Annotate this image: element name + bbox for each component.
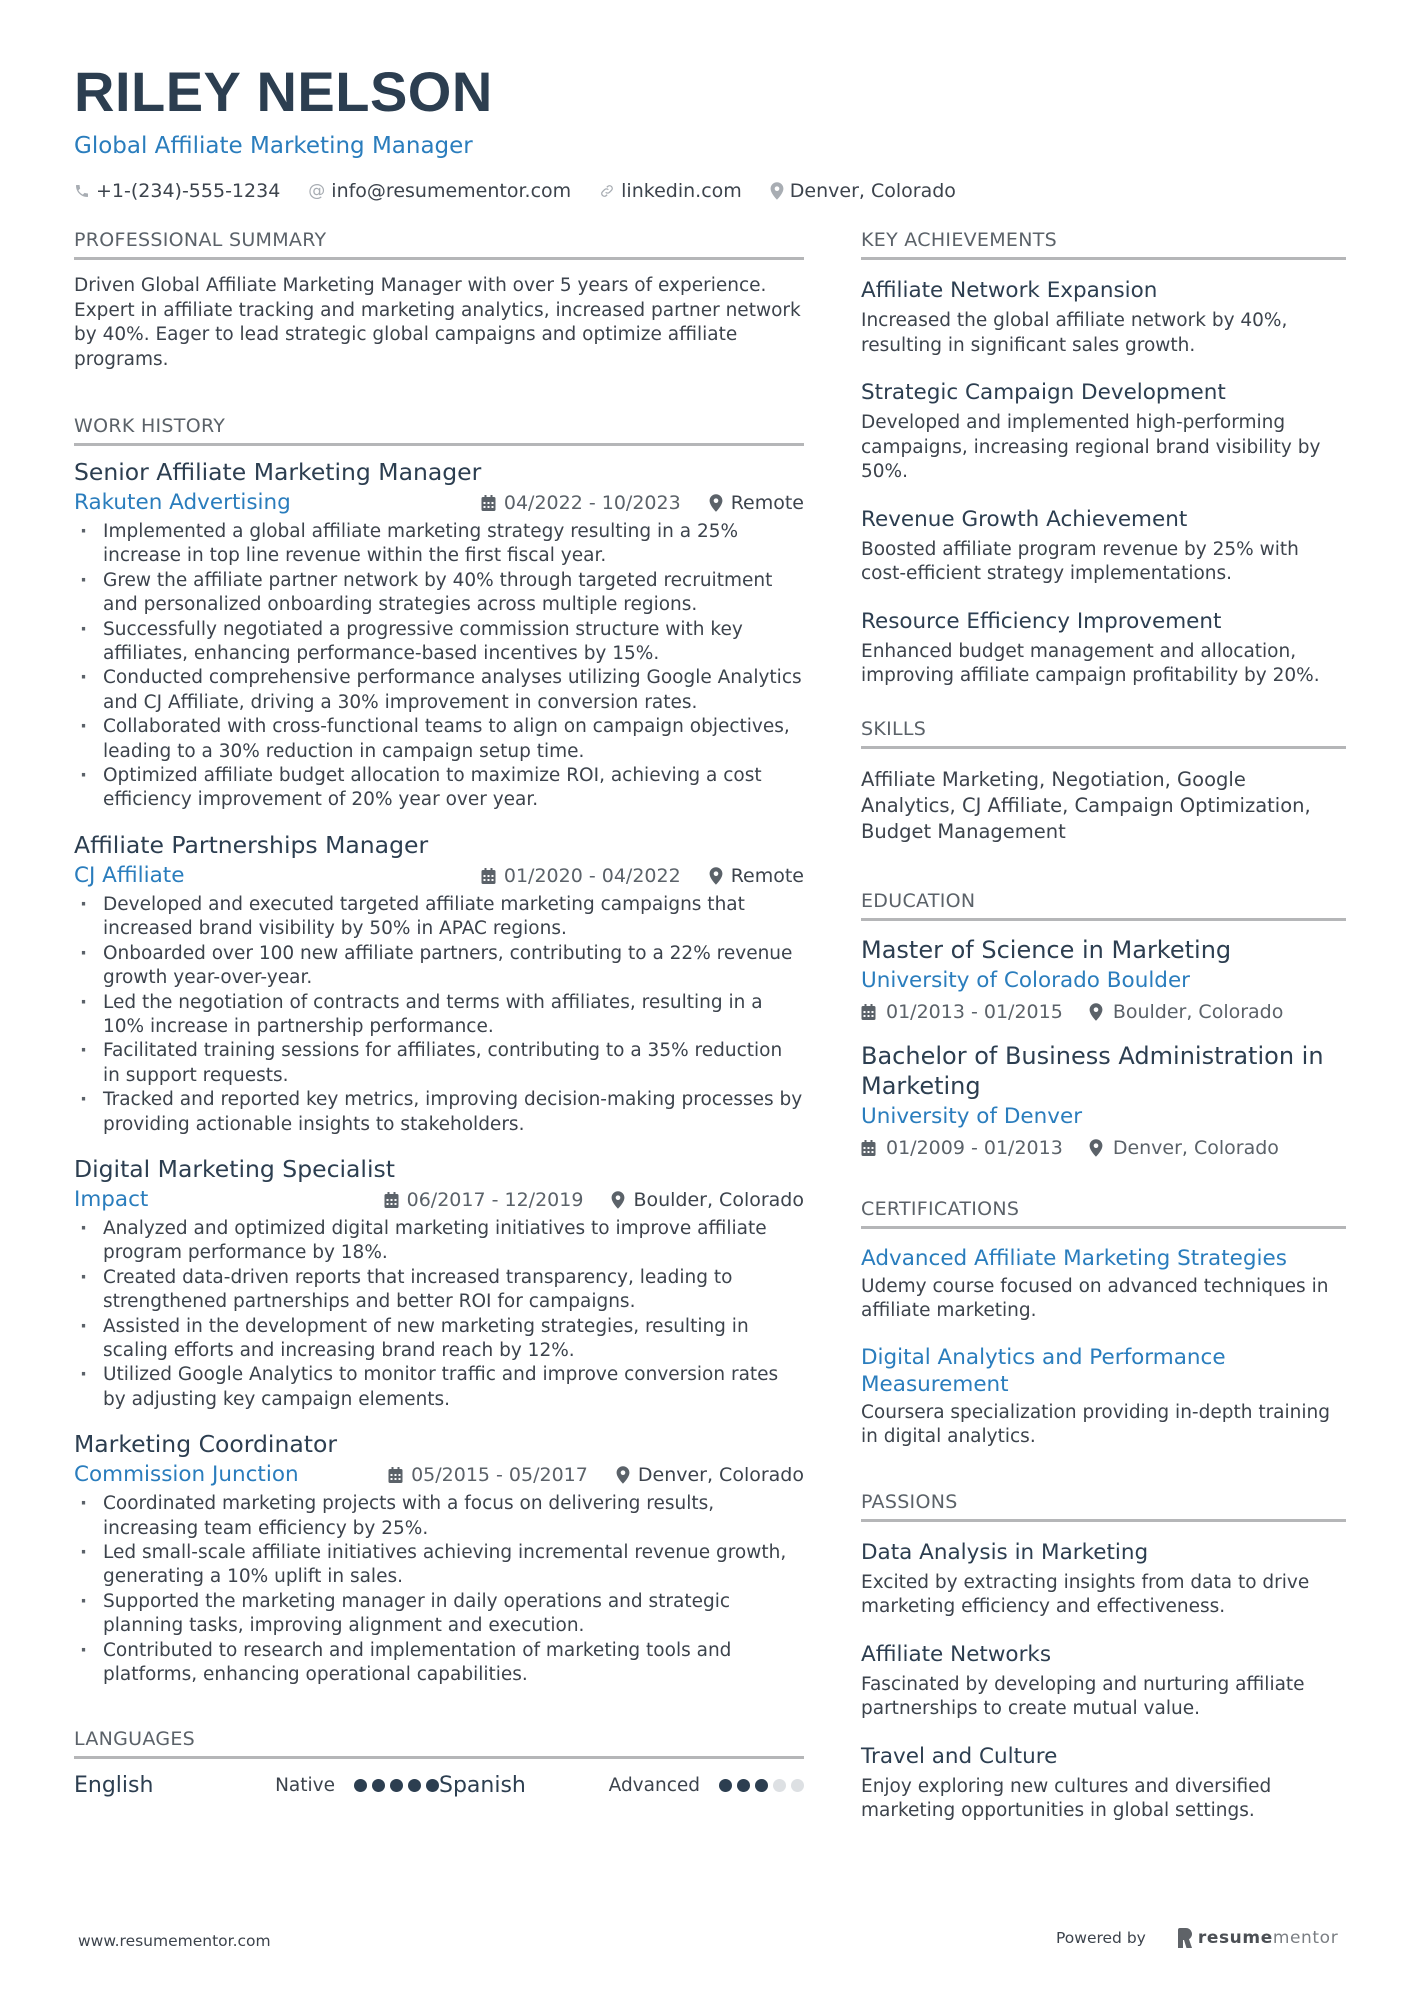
section-heading: LANGUAGES [74,1727,804,1759]
school-name: University of Denver [861,1103,1083,1129]
job-bullets [74,893,804,1137]
education-section [861,889,1346,1163]
location-text: Denver, Colorado [789,180,956,202]
achievement-item-title: Affiliate Network Expansion [861,278,1158,303]
certification-item-description: Udemy course focused on advanced techniques in affiliate marketing. [861,1275,1329,1321]
achievement-item-description: Enhanced budget management and allocation, improving affiliate campaign profitability by 20%. [861,640,1320,686]
language-name: Spanish [439,1773,526,1799]
rating-dot-filled [408,1779,421,1792]
skills-text: Affiliate Marketing, Negotiation, Google Analytics, CJ Affiliate, Campaign Optimization, Budget Management [861,767,1311,843]
summary-text: Driven Global Affiliate Marketing Manager with over 5 years of experience. Expert in affiliate tracking and marketing analytics, increased partner network by 40%. Eager to lead strategic global campaigns and optimize affiliate programs. [74,275,801,370]
location-pin-icon [709,494,723,512]
job-entry [74,1153,804,1412]
job-bullet: · Utilized Google Analytics to monitor traffic and improve conversion rates by adjusting key campaign elements. [74,1363,804,1412]
education-location [1089,1133,1279,1163]
certification-item [861,1245,1346,1324]
certification-item [861,1344,1346,1450]
rating-dot-filled [755,1779,768,1792]
date-range: 01/2013 - 01/2015 [886,1000,1063,1023]
passion-item-description: Fascinated by developing and nurturing affiliate partnerships to create mutual value. [861,1673,1305,1719]
contact-location [770,180,956,202]
achievement-item-description: Increased the global affiliate network by 40%, resulting in significant sales growth. [861,310,1288,356]
candidate-title: Global Affiliate Marketing Manager [74,133,473,159]
resumementor-logo[interactable] [1178,1928,1338,1948]
education-meta [861,1133,1346,1163]
date-range: 01/2020 - 04/2022 [503,864,681,887]
rating-dot-empty [773,1779,786,1792]
location-text: Remote [730,864,804,887]
job-bullet: · Successfully negotiated a progressive commission structure with key affiliates, enhancing performance-based incentives by 15%. [74,618,804,667]
language-level: Advanced [608,1775,700,1797]
job-entry [74,1428,804,1687]
company-name: Rakuten Advertising [74,490,291,515]
passion-item-title: Affiliate Networks [861,1641,1052,1667]
date-range: 04/2022 - 10/2023 [503,492,681,514]
job-bullets [74,1492,804,1687]
certification-item-title: Advanced Affiliate Marketing Strategies [861,1245,1287,1271]
professional-summary-section [74,228,804,372]
job-bullet: · Led the negotiation of contracts and terms with affiliates, resulting in a 10% increase in partnership performance. [74,991,804,1040]
achievement-item-title: Resource Efficiency Improvement [861,608,1222,634]
education-dates [861,997,1063,1027]
education-location [1089,997,1284,1027]
job-bullet: · Assisted in the development of new marketing strategies, resulting in scaling efforts and increasing brand reach by 12%. [74,1315,804,1364]
achievement-item [861,505,1346,587]
job-location [709,861,804,891]
job-list [74,456,804,1687]
rating-dot-filled [719,1779,732,1792]
section-heading: EDUCATION [861,889,1346,921]
key-achievements-section [861,228,1346,689]
section-heading: PROFESSIONAL SUMMARY [74,228,804,260]
passions-section [861,1490,1346,1824]
passion-item [861,1742,1346,1824]
company-name: CJ Affiliate [74,862,185,888]
achievement-item-title: Revenue Growth Achievement [861,506,1188,532]
achievement-item [861,276,1346,358]
degree-title: Master of Science in Marketing [861,935,1232,964]
section-heading: WORK HISTORY [74,414,804,446]
powered-by-label: Powered by [1056,1929,1146,1947]
section-heading: KEY ACHIEVEMENTS [861,228,1346,260]
job-meta [388,1460,804,1490]
contact-email[interactable] [308,180,571,202]
passion-item-description: Enjoy exploring new cultures and diversified marketing opportunities in global settings. [861,1775,1272,1821]
job-bullet: · Led small-scale affiliate initiatives achieving incremental revenue growth, generating a 10% uplift in sales. [74,1541,804,1590]
passion-item [861,1538,1346,1620]
footer-website-link[interactable]: www.resumementor.com [78,1932,271,1950]
footer-branding [1056,1928,1338,1948]
job-meta [481,488,804,518]
date-range: 01/2009 - 01/2013 [886,1136,1063,1159]
rating-dot-filled [372,1779,385,1792]
language-level: Native [275,1775,335,1797]
skills-section [861,717,1346,845]
job-meta [384,1185,804,1215]
calendar-icon [481,495,496,511]
resume-header [74,56,1344,202]
calendar-icon [861,1140,876,1156]
date-range: 05/2015 - 05/2017 [411,1464,588,1487]
passion-list [861,1538,1346,1824]
job-title: Senior Affiliate Marketing Manager [74,458,482,486]
job-meta-row [74,1460,804,1490]
linkedin-text: linkedin.com [621,180,742,202]
location-pin-icon [1089,1139,1103,1157]
job-bullet: · Facilitated training sessions for affiliates, contributing to a 35% reduction in support requests. [74,1039,804,1088]
job-dates [384,1185,584,1215]
location-text: Boulder, Colorado [1112,1000,1284,1023]
degree-title: Bachelor of Business Administration in Marketing [861,1041,1324,1100]
location-text: Denver, Colorado [1112,1136,1279,1159]
job-location [616,1460,804,1490]
job-bullet: · Optimized affiliate budget allocation to maximize ROI, achieving a cost efficiency improvement of 20% year over year. [74,764,804,813]
job-meta-row [74,488,804,518]
certification-list [861,1245,1346,1450]
link-icon [599,183,615,199]
language-item [439,1773,804,1798]
job-bullets [74,520,804,813]
job-bullet: · Developed and executed targeted affiliate marketing campaigns that increased brand visibility by 50% in APAC regions. [74,893,804,942]
phone-text: +1-(234)-555-1234 [96,180,281,202]
job-meta-row [74,1185,804,1215]
job-bullet: · Created data-driven reports that increased transparency, leading to strengthened partnerships and better ROI for campaigns. [74,1266,804,1315]
job-entry [74,829,804,1137]
job-bullet: · Grew the affiliate partner network by 40% through targeted recruitment and personalized onboarding strategies across multiple regions. [74,569,804,618]
job-bullet: · Collaborated with cross-functional teams to align on campaign objectives, leading to a 30% reduction in campaign setup time. [74,715,804,764]
job-meta-row [74,861,804,891]
location-text: Boulder, Colorado [633,1188,804,1211]
resumementor-logo-icon [1178,1928,1192,1948]
date-range: 06/2017 - 12/2019 [406,1188,584,1211]
job-bullet: · Analyzed and optimized digital marketing initiatives to improve affiliate program performance by 18%. [74,1217,804,1266]
job-bullet: · Implemented a global affiliate marketing strategy resulting in a 25% increase in top line revenue within the first fiscal year. [74,520,804,569]
calendar-icon [861,1004,876,1020]
education-meta [861,997,1346,1027]
job-dates [388,1460,588,1490]
location-pin-icon [616,1466,630,1484]
job-dates [481,861,681,891]
certification-item-description: Coursera specialization providing in-depth training in digital analytics. [861,1401,1330,1447]
languages-section [74,1727,804,1798]
job-location [611,1185,804,1215]
company-name: Commission Junction [74,1462,299,1488]
job-bullet: · Supported the marketing manager in daily operations and strategic planning tasks, improving alignment and execution. [74,1590,804,1639]
job-location [709,488,804,518]
job-meta [481,861,804,891]
achievement-item-description: Boosted affiliate program revenue by 25% with cost-efficient strategy implementations. [861,538,1299,584]
language-list [74,1773,804,1798]
left-column [74,228,804,1828]
education-dates [861,1133,1063,1163]
location-pin-icon [770,182,784,200]
rating-dot-filled [426,1779,439,1792]
job-title: Digital Marketing Specialist [74,1154,395,1183]
location-pin-icon [1089,1003,1103,1021]
section-heading: SKILLS [861,717,1346,749]
certifications-section [861,1197,1346,1450]
job-dates [481,488,681,518]
at-icon: @ [308,181,326,201]
location-text: Remote [730,492,804,514]
job-title: Affiliate Partnerships Manager [74,830,429,859]
achievement-item [861,378,1346,485]
section-heading: CERTIFICATIONS [861,1197,1346,1229]
passion-item-title: Data Analysis in Marketing [861,1539,1149,1565]
email-text: info@resumementor.com [331,180,572,202]
job-entry [74,456,804,813]
job-bullet: · Coordinated marketing projects with a focus on delivering results, increasing team efficiency by 25%. [74,1492,804,1541]
rating-dot-filled [737,1779,750,1792]
phone-icon [74,183,90,199]
location-pin-icon [611,1191,625,1209]
candidate-name: RILEY NELSON [74,60,493,123]
passion-item [861,1640,1346,1722]
rating-dot-filled [354,1779,367,1792]
achievement-item-title: Strategic Campaign Development [861,380,1226,405]
job-bullet: · Tracked and reported key metrics, improving decision-making processes by providing actionable insights to stakeholders. [74,1088,804,1137]
right-column [861,228,1346,1854]
company-name: Impact [74,1186,149,1212]
passion-item-title: Travel and Culture [861,1743,1058,1769]
certification-item-title: Digital Analytics and Performance Measurement [861,1344,1226,1397]
brand-bold-text: resume [1197,1928,1273,1948]
language-name: English [74,1773,154,1799]
section-heading: PASSIONS [861,1490,1346,1522]
achievement-list [861,276,1346,689]
education-item [861,935,1346,1027]
brand-light-text: mentor [1272,1928,1339,1948]
achievement-item-description: Developed and implemented high-performing campaigns, increasing regional brand visibility by 50%. [861,412,1321,482]
language-rating [349,1779,439,1792]
location-text: Denver, Colorado [637,1464,804,1487]
calendar-icon [481,868,496,884]
job-bullet: · Onboarded over 100 new affiliate partners, contributing to a 22% revenue growth year-over-year. [74,942,804,991]
rating-dot-empty [791,1779,804,1792]
education-item [861,1041,1346,1163]
education-list [861,935,1346,1163]
passion-item-description: Excited by extracting insights from data to drive marketing efficiency and effectiveness. [861,1571,1310,1617]
job-bullet: · Conducted comprehensive performance analyses utilizing Google Analytics and CJ Affiliate, driving a 30% improvement in conversion rates. [74,666,804,715]
contact-phone[interactable] [74,180,280,202]
job-bullet: · Contributed to research and implementation of marketing tools and platforms, enhancing operational capabilities. [74,1639,804,1688]
location-pin-icon [709,867,723,885]
rating-dot-filled [390,1779,403,1792]
calendar-icon [384,1192,399,1208]
calendar-icon [388,1467,403,1483]
contact-linkedin[interactable] [599,180,742,202]
job-title: Marketing Coordinator [74,1430,337,1459]
achievement-item [861,607,1346,689]
job-bullets [74,1217,804,1412]
contact-bar [74,180,1344,202]
work-history-section [74,414,804,1687]
school-name: University of Colorado Boulder [861,967,1191,993]
language-rating [714,1779,804,1792]
language-item [74,1773,439,1798]
